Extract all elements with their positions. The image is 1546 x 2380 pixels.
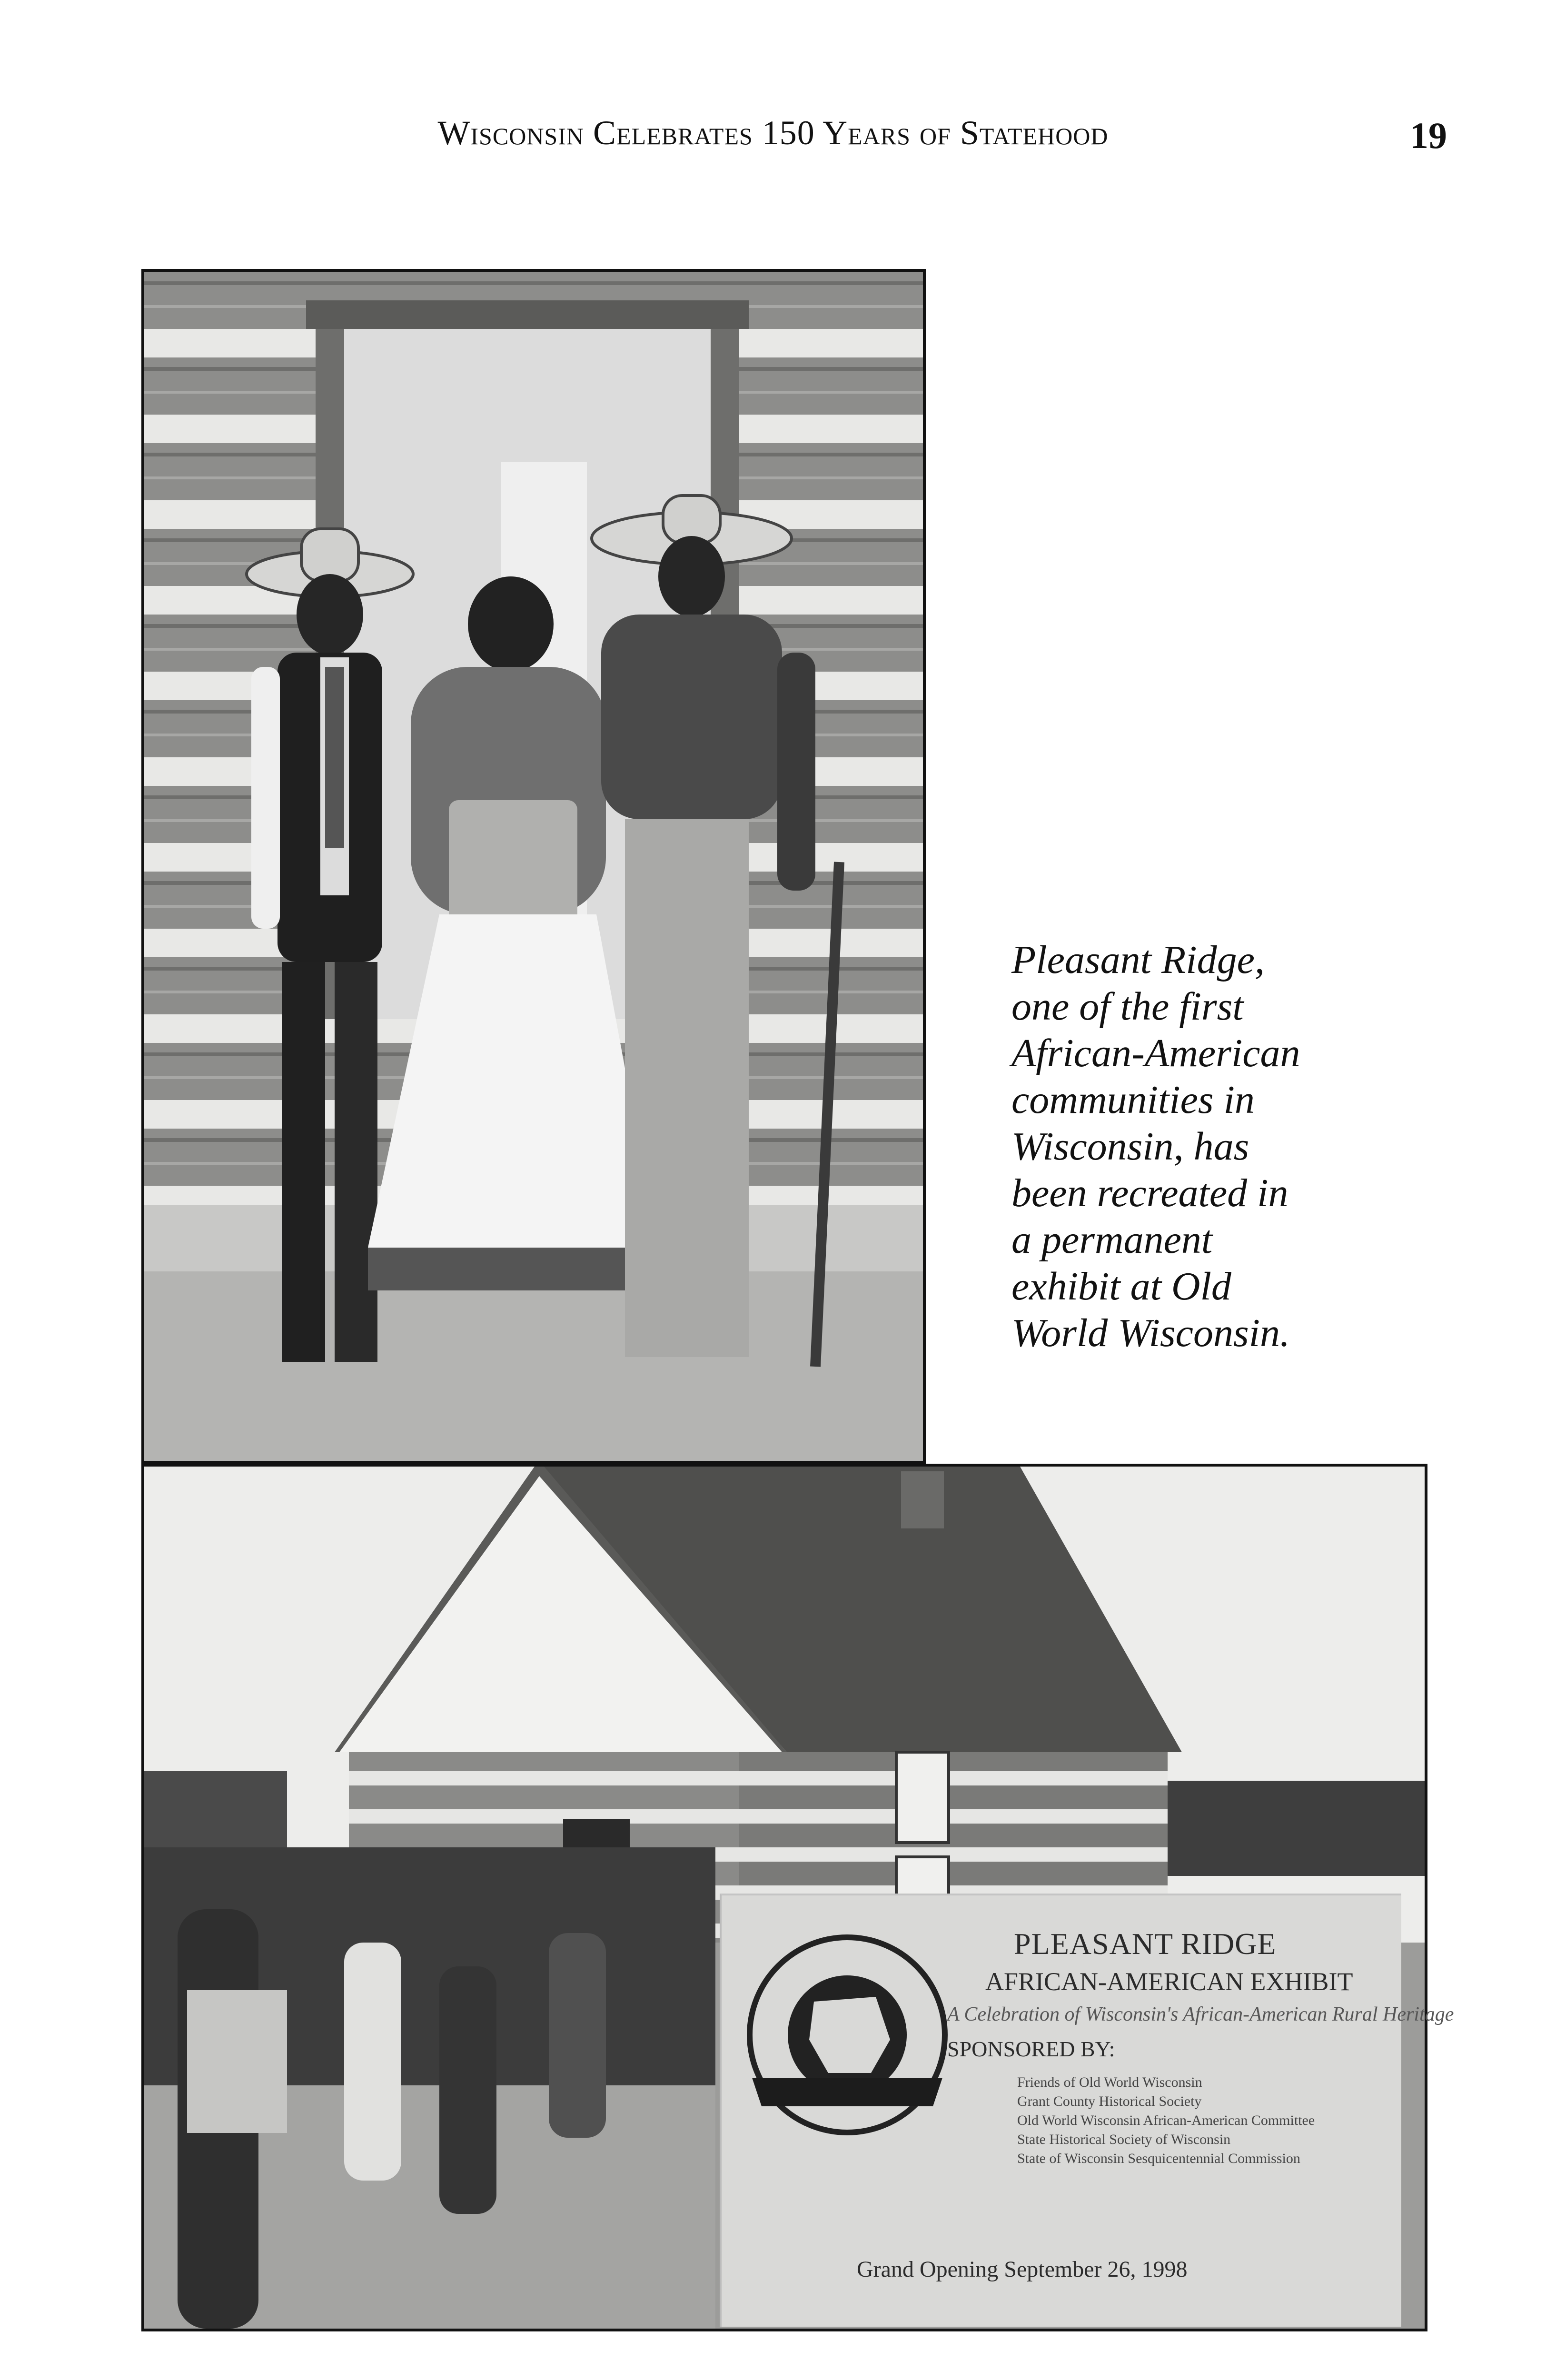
caption-line: exhibit at Old <box>1011 1264 1231 1309</box>
sign-tagline: A Celebration of Wisconsin's African-American Rural Heritage <box>947 2003 1454 2025</box>
sponsor-item: Old World Wisconsin African-American Committee <box>1017 2112 1315 2128</box>
caption-line: African-American <box>1011 1031 1300 1075</box>
caption-line: communities in <box>1011 1078 1255 1122</box>
caption-line: one of the first <box>1011 984 1244 1029</box>
caption-line: been recreated in <box>1011 1171 1288 1215</box>
sign-title: PLEASANT RIDGE <box>1014 1927 1277 1961</box>
sponsor-item: State Historical Society of Wisconsin <box>1017 2132 1231 2147</box>
sign-opening-date: Grand Opening September 26, 1998 <box>857 2257 1188 2282</box>
caption-line: Wisconsin, has <box>1011 1124 1249 1169</box>
caption-line: Pleasant Ridge, <box>1011 938 1265 982</box>
sponsor-item: State of Wisconsin Sesquicentennial Commission <box>1017 2151 1300 2166</box>
sign-sponsor-list <box>1017 2073 1315 2168</box>
photo-costumed-interpreters-image <box>144 272 923 1461</box>
sign-sponsored-by: SPONSORED BY: <box>947 2037 1115 2061</box>
sesquicentennial-seal-icon <box>733 1921 961 2149</box>
sign-subtitle: AFRICAN-AMERICAN EXHIBIT <box>985 1967 1353 1996</box>
photo-caption <box>1011 937 1440 1357</box>
caption-line: a permanent <box>1011 1218 1213 1262</box>
running-header: Wisconsin Celebrates 150 Years of Statehood <box>437 114 1109 152</box>
page-number: 19 <box>1410 115 1447 156</box>
photo-costumed-interpreters <box>141 269 926 1464</box>
caption-line: World Wisconsin. <box>1011 1311 1290 1355</box>
sponsor-item: Grant County Historical Society <box>1017 2093 1202 2109</box>
sponsor-item: Friends of Old World Wisconsin <box>1017 2074 1202 2090</box>
